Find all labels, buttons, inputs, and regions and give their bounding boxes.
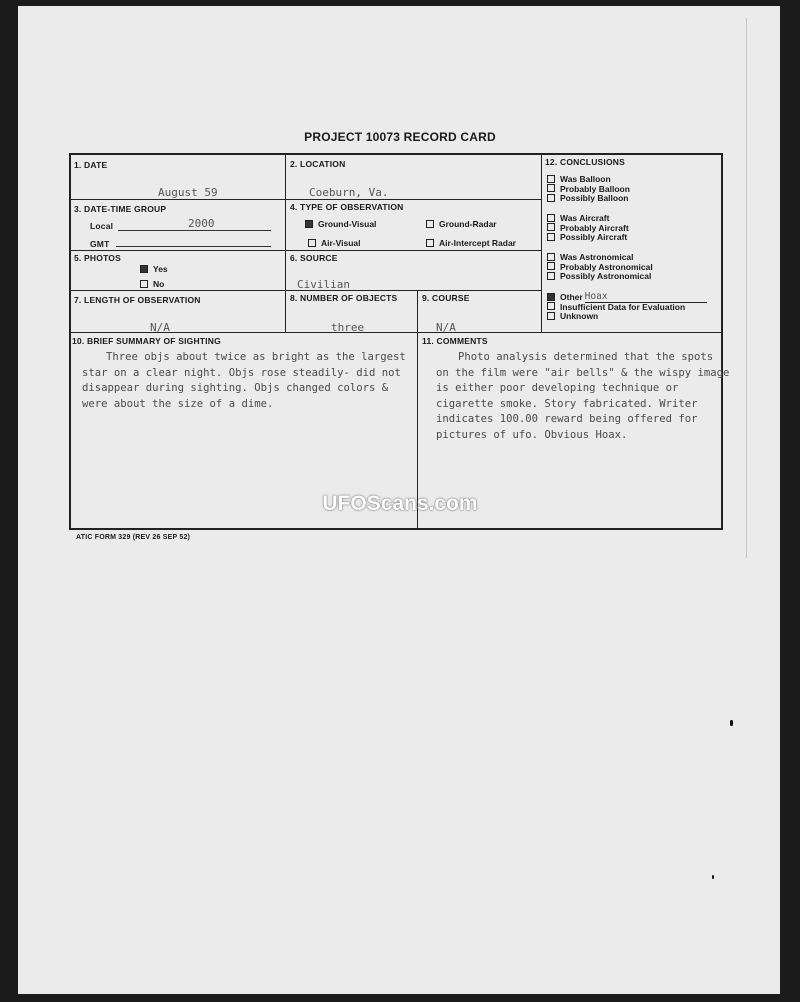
divider-v2	[541, 155, 542, 332]
checkbox-icon[interactable]	[547, 223, 555, 231]
date-time-group-label: 3. DATE-TIME GROUP	[74, 204, 167, 214]
checkbox-icon[interactable]	[426, 239, 434, 247]
source-value: Civilian	[297, 278, 350, 291]
conclusion-probably-astronomical[interactable]: Probably Astronomical	[547, 263, 653, 273]
scan-speck	[730, 720, 733, 726]
photos-no-option[interactable]: No	[140, 279, 164, 289]
checkbox-icon[interactable]	[426, 220, 434, 228]
location-value: Coeburn, Va.	[309, 186, 389, 199]
course-value: N/A	[436, 321, 456, 334]
scan-speck	[712, 875, 714, 879]
comments-label: 11. COMMENTS	[422, 336, 488, 346]
photos-yes-option[interactable]: Yes	[140, 264, 168, 274]
type-of-observation-label: 4. TYPE OF OBSERVATION	[290, 202, 404, 212]
source-label: 6. SOURCE	[290, 253, 338, 263]
conclusion-other[interactable]: Other Hoax	[547, 292, 707, 303]
checkbox-icon[interactable]	[547, 194, 555, 202]
conclusion-unknown[interactable]: Unknown	[547, 312, 707, 322]
brief-summary-label: 10. BRIEF SUMMARY OF SIGHTING	[72, 336, 221, 346]
checkbox-icon[interactable]	[140, 265, 148, 273]
divider-h2	[70, 250, 541, 251]
checkbox-icon[interactable]	[547, 262, 555, 270]
other-value: Hoax	[585, 292, 707, 303]
conclusion-possibly-balloon[interactable]: Possibly Balloon	[547, 194, 630, 204]
conclusion-group-astronomical	[547, 253, 653, 282]
ground-radar-option[interactable]: Ground-Radar	[426, 219, 497, 229]
checkbox-icon[interactable]	[305, 220, 313, 228]
conclusion-possibly-astronomical[interactable]: Possibly Astronomical	[547, 272, 653, 282]
number-of-objects-value: three	[331, 321, 365, 334]
divider-h1	[70, 199, 541, 200]
air-intercept-radar-option[interactable]: Air-Intercept Radar	[426, 238, 516, 248]
conclusion-group-balloon	[547, 175, 630, 204]
conclusion-was-astronomical[interactable]: Was Astronomical	[547, 253, 653, 263]
conclusion-was-balloon[interactable]: Was Balloon	[547, 175, 630, 185]
checkbox-icon[interactable]	[547, 312, 555, 320]
number-of-objects-label: 8. NUMBER OF OBJECTS	[290, 293, 398, 303]
length-of-observation-value: N/A	[150, 321, 170, 334]
local-label: Local	[90, 221, 114, 231]
form-id: ATIC FORM 329 (REV 26 SEP 52)	[76, 534, 191, 541]
watermark: UFOScans.com	[322, 492, 478, 515]
location-label: 2. LOCATION	[290, 159, 346, 169]
conclusion-insufficient-data[interactable]: Insufficient Data for Evaluation	[547, 303, 707, 313]
gmt-label: GMT	[90, 239, 110, 249]
conclusion-probably-balloon[interactable]: Probably Balloon	[547, 185, 630, 195]
conclusion-group-other	[547, 292, 707, 322]
brief-summary-text: Three objs about twice as bright as the largest star on a clear night. Objs rose steadily- did not disappear during sighting. Objs changed colors & were about the size of a dime.	[82, 351, 406, 410]
checkbox-icon[interactable]	[308, 239, 316, 247]
photos-label: 5. PHOTOS	[74, 253, 121, 263]
date-value: August 59	[158, 186, 218, 199]
checkbox-icon[interactable]	[547, 175, 555, 183]
ground-visual-option[interactable]: Ground-Visual	[305, 219, 376, 229]
checkbox-icon[interactable]	[547, 272, 555, 280]
divider-v1	[285, 155, 286, 332]
conclusion-probably-aircraft[interactable]: Probably Aircraft	[547, 224, 629, 234]
conclusions-label: 12. CONCLUSIONS	[545, 157, 625, 167]
card-title: PROJECT 10073 RECORD CARD	[304, 130, 496, 144]
fold-line	[746, 18, 747, 558]
checkbox-icon[interactable]	[547, 293, 555, 301]
checkbox-icon[interactable]	[547, 184, 555, 192]
conclusion-possibly-aircraft[interactable]: Possibly Aircraft	[547, 233, 629, 243]
comments-text: Photo analysis determined that the spots on the film were "air bells" & the wispy image is either poor developing technique or cigarette smoke. Story fabricated. Writer indicates 100.00 reward being offered for pictures of ufo. Obvious Hoax.	[436, 351, 730, 441]
length-of-observation-label: 7. LENGTH OF OBSERVATION	[74, 295, 201, 305]
local-line	[118, 230, 271, 231]
course-label: 9. COURSE	[422, 293, 470, 303]
conclusion-was-aircraft[interactable]: Was Aircraft	[547, 214, 629, 224]
checkbox-icon[interactable]	[547, 233, 555, 241]
checkbox-icon[interactable]	[547, 214, 555, 222]
gmt-line	[116, 246, 271, 247]
air-visual-option[interactable]: Air-Visual	[308, 238, 361, 248]
date-label: 1. DATE	[74, 160, 108, 170]
conclusion-group-aircraft	[547, 214, 629, 243]
checkbox-icon[interactable]	[547, 302, 555, 310]
checkbox-icon[interactable]	[547, 253, 555, 261]
checkbox-icon[interactable]	[140, 280, 148, 288]
local-value: 2000	[188, 217, 215, 230]
